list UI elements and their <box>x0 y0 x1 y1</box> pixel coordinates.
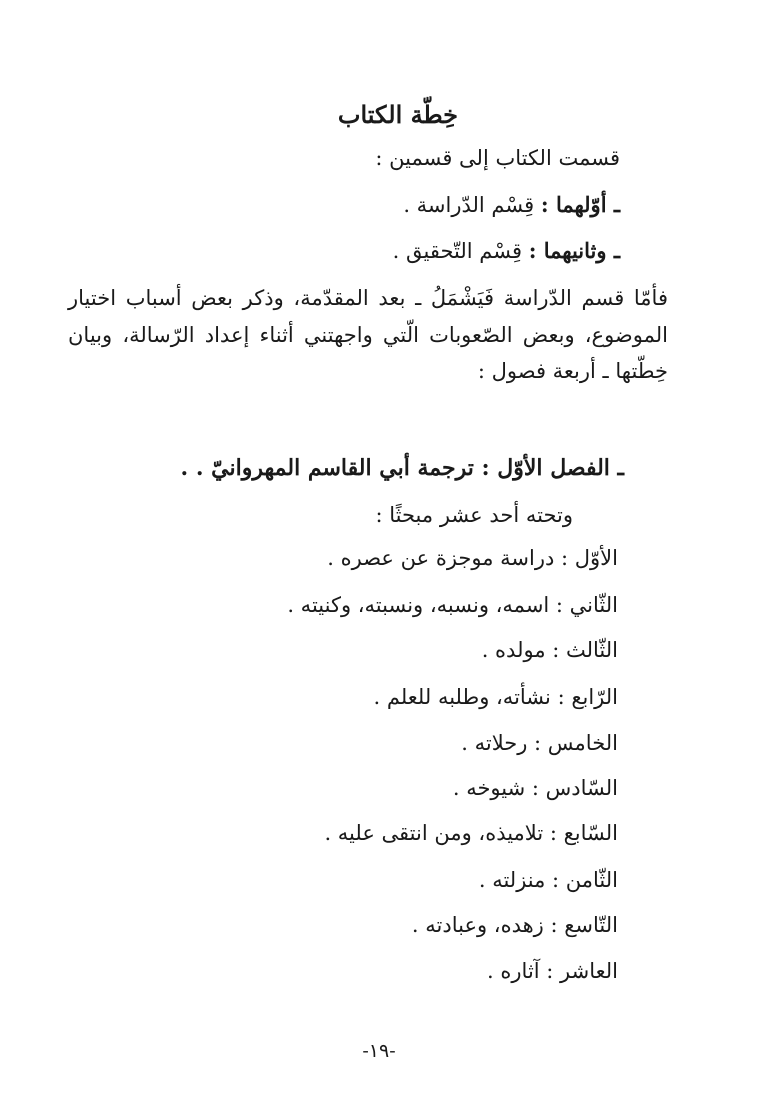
topic-item: الخامس : رحلاته . <box>461 731 618 755</box>
page-number: -١٩- <box>362 1040 396 1062</box>
topic-item: السّادس : شيوخه . <box>452 776 618 800</box>
topic-item: السّابع : تلاميذه، ومن انتقى عليه . <box>324 821 618 845</box>
topic-item: العاشر : آثاره . <box>487 959 618 983</box>
topic-item: الرّابع : نشأته، وطلبه للعلم . <box>373 685 618 709</box>
paragraph-line: الموضوع، وبعض الصّعوبات الّتي واجهتني أثناء إعداد الرّسالة، وبيان <box>68 323 668 347</box>
part-two-label: ـ وثانيهما : <box>528 238 620 263</box>
part-two <box>393 236 620 266</box>
chapter-subheading: وتحته أحد عشر مبحثًا : <box>375 503 573 527</box>
intro-line: قسمت الكتاب إلى قسمين : <box>375 146 620 170</box>
part-one-text: قِسْم الدّراسة . <box>403 193 535 217</box>
topic-item: الثّامن : منزلته . <box>478 868 618 892</box>
part-two-text: قِسْم التّحقيق . <box>392 239 522 263</box>
part-one-label: ـ أوّلهما : <box>540 192 620 217</box>
page-title: خِطّة الكتاب <box>337 100 458 129</box>
chapter-heading: ـ الفصل الأوّل : ترجمة أبي القاسم المهروانيّ . . <box>180 455 624 481</box>
paragraph-line: خِطّتها ـ أربعة فصول : <box>477 359 668 383</box>
paragraph-line: فأمّا قسم الدّراسة فَيَشْمَلُ ـ بعد المقدّمة، وذكر بعض أسباب اختيار <box>68 286 668 310</box>
part-one <box>403 190 620 220</box>
topic-item: الثّاني : اسمه، ونسبه، ونسبته، وكنيته . <box>287 593 618 617</box>
topic-item: الأوّل : دراسة موجزة عن عصره . <box>327 546 618 570</box>
topic-item: التّاسع : زهده، وعبادته . <box>411 913 618 937</box>
topic-item: الثّالث : مولده . <box>481 638 618 662</box>
